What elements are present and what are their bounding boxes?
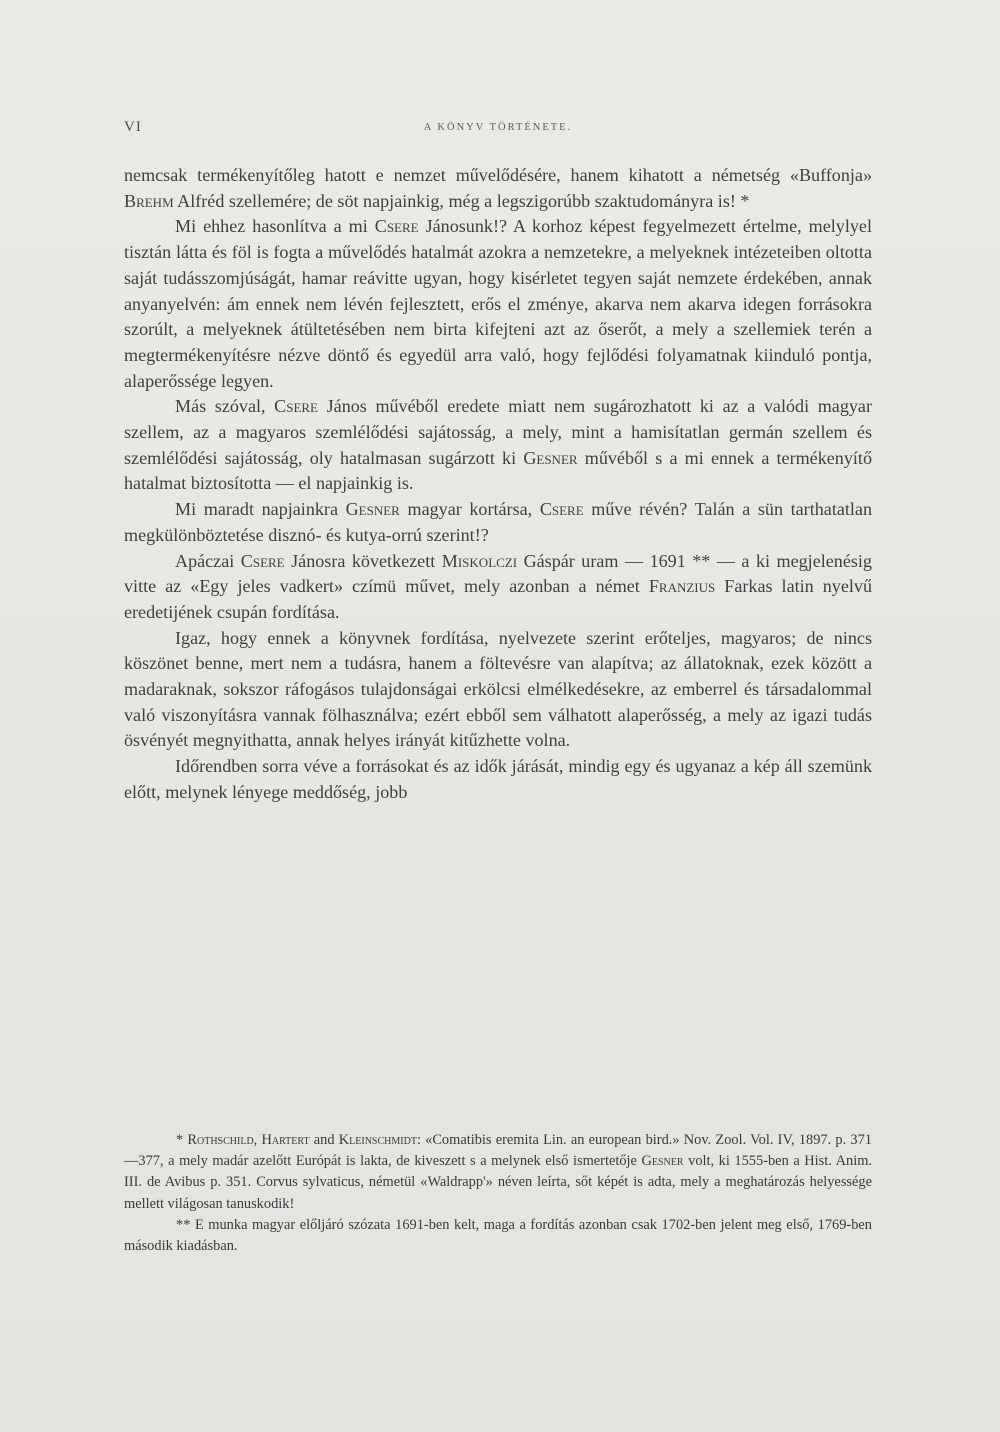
author-name: Csere	[374, 216, 419, 237]
paragraph-1	[124, 163, 872, 214]
page-header	[124, 119, 872, 143]
author-name: Csere	[274, 396, 318, 417]
author-name: Csere	[539, 499, 584, 520]
text-run: : «Comatibis eremita Lin. an european bird.» Nov. Zool. Vol. IV, 1897. p. 371—377, a mely madár azelőtt Európát is lakta, de kiveszett s a melynek első ismertetője	[124, 1132, 872, 1170]
page-number: VI	[124, 119, 142, 135]
text-run: nemcsak termékenyítőleg hatott e nemzet művelődésére, hanem kihatott a németség «Buffonja»	[124, 165, 872, 185]
text-run: Más szóval,	[175, 396, 275, 417]
footnote-1	[124, 1130, 872, 1215]
paragraph-5	[124, 549, 872, 626]
running-title: A KÖNYV TÖRTÉNETE.	[423, 122, 573, 133]
text-run: Apáczai	[175, 550, 241, 571]
author-name: Gesner	[345, 499, 400, 520]
main-text	[124, 163, 872, 806]
text-run: and	[309, 1132, 339, 1148]
paragraph-3	[124, 394, 872, 497]
text-run: Alfréd szellemére; de söt napjainkig, még a legszigorúbb szaktudományra is! *	[173, 190, 750, 211]
footnote-mark: *	[176, 1132, 188, 1148]
author-name: Gesner	[641, 1153, 684, 1170]
author-name: Csere	[240, 550, 285, 571]
paragraph-4	[124, 497, 872, 548]
text-run: műve révén? Talán a sün tarthatatlan megkülönböztetése disznó- és kutya-orrú szerint!?	[124, 499, 873, 545]
text-run: Mi ehhez hasonlítva a mi	[175, 216, 375, 237]
paragraph-7: Időrendben sorra véve a forrásokat és az idők járását, mindig egy és ugyanaz a kép áll szemünk előtt, melynek lényege meddőség, jobb	[124, 756, 872, 802]
text-run: Gáspár uram — 1691 ** — a ki megjelenésig vitte az «Egy jeles vadkert» czímü művet, mely azonban a német	[124, 550, 872, 597]
text-run: Farkas latin nyelvű eredetijének csupán fordítása.	[124, 576, 872, 622]
author-name: Brehm	[124, 190, 174, 211]
text-run: Jánosra következett	[284, 550, 442, 571]
author-name: Rothschild	[187, 1132, 254, 1148]
text-run: volt, ki 1555-ben a Hist. Anim. III. de Avibus p. 351. Corvus sylvaticus, németül «Waldrapp'» néven leírta, sőt képét is adta, mely a meghatározás helyessége mellett világosan tanuskodik!	[124, 1153, 872, 1212]
author-name: Gesner	[523, 447, 578, 468]
text-run: művéből s a mi ennek a termékenyítő hatalmat biztosította — el napjainkig is.	[124, 447, 872, 494]
author-name: Miskolczi	[441, 550, 518, 571]
text-run: János művéből eredete miatt nem sugározhatott ki az a valódi magyar szellem, az a magyaros szemlélődési sajátosság, a mely, mint a hamisítatlan germán szellem és szemlélődési sajátosság, oly hatalmasan sugárzott ki	[124, 396, 872, 468]
author-name: Kleinschmidt	[338, 1132, 417, 1148]
text-run: magyar kortársa,	[399, 499, 540, 520]
author-name: Hartert	[261, 1132, 310, 1148]
paragraph-2	[124, 214, 872, 394]
text-run: Mi maradt napjainkra	[175, 499, 346, 520]
footnote-2: ** E munka magyar előljáró szózata 1691-ben kelt, maga a fordítás azonban csak 1702-ben jelent meg első, 1769-ben második kiadásban.	[124, 1216, 872, 1255]
text-run: ,	[253, 1132, 262, 1148]
text-run: Jánosunk!? A korhoz képest fegyelmezett értelme, melylyel tisztán látta és föl is fogta a művelődés hatalmát azokra a nemzetekre, a melyeknek intézeteiben oltotta saját tudásszomjúságát, hamar reávitte ugyan, hogy kisérletet tegyen saját nemzete érdekében, annak anyanyelvén: ám ennek nem lévén fejlesztett, erős el zménye, akarva nem akarva idegen forrásokra szorúlt, a melyeknek átültetésében nem birta kifejteni azt az őserőt, a mely a szellemiek terén a megtermékenyítésre nézve döntő és egyedül arra való, hogy fejlődési folyamatnak kiinduló pontja, alaperőssége legyen.	[124, 216, 872, 391]
author-name: Franzius	[648, 576, 716, 597]
paragraph-6: Igaz, hogy ennek a könyvnek fordítása, nyelvezete szerint erőteljes, magyaros; de nincs köszönet benne, mert nem a tudásra, hanem a föltevésre van alapítva; az állatoknak, ezek között a madaraknak, sokszor ráfogásos tulajdonságai erkölcsi elmélkedésekre, az emberrel és társadalommal való viszonyításra vannak fölhasználva; ezért ebből sem válhatott alaperősség, a mely az igazi tudás ösvényét megnyithatta, annak helyes irányát kitűzhette volna.	[124, 627, 872, 751]
footnotes	[124, 1130, 872, 1257]
